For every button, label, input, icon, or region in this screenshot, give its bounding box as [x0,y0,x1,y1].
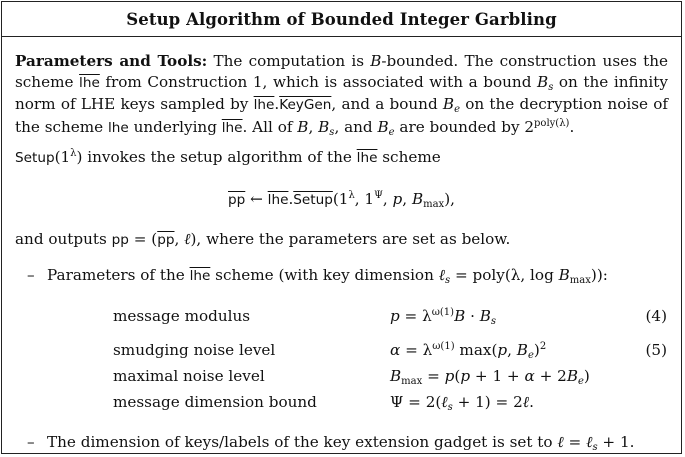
param-label: smudging noise level [113,341,276,359]
parameters-paragraph: Parameters and Tools: The computation is B-bounded. The construction uses the scheme $\overline{lhe}$ from Construction 1, which is associated with a bound $B_s$ on the infinity norm of LHE keys sampled by $\overline{lhe}.KeyGen$, and a bound $B_e$ on the decryption noise of the scheme lhe underlying $\overline{lhe}$. All of B, $B_s$, and $B_e$ are bounded by $2^{poly(\lambda)}$. [15,52,668,138]
param-formula: Ψ = 2(ℓ$_s$ + 1) = 2ℓ. [390,393,534,413]
algorithm-title: Setup Algorithm of Bounded Integer Garbling [126,10,557,29]
param-formula: $B_{max} = p(p + 1 + \alpha + 2B_e)$ [390,367,590,387]
setup-equation: $\overline{pp}$ ← $\overline{lhe}.Setup(1^\lambda$, $1^\Psi$, p, $B_{max}$), [228,190,455,210]
param-row-message-modulus [2,307,681,329]
param-row-message-dimension [2,393,681,415]
bullet-key-dimension: – The dimension of keys/labels of the key extension gadget is set to ℓ = ℓ$_s$ + 1. [27,433,635,453]
equation-number: (4) [645,307,667,325]
equation-number: (5) [645,341,667,359]
param-label: message dimension bound [113,393,317,411]
title-divider [2,36,681,37]
algorithm-box [1,1,682,454]
outputs-line: and outputs pp = ($\overline{pp}$, ℓ), where the parameters are set as below. [15,230,511,248]
param-label: maximal noise level [113,367,265,385]
param-row-maximal-noise [2,367,681,389]
param-formula: $p = \lambda^{\omega(1)}B \cdot B_s$ [390,307,497,327]
param-formula: $\alpha = \lambda^{\omega(1)}$ max(p, $B_e)^2$ [390,341,547,361]
bullet-lhe-parameters: – Parameters of the $\overline{lhe}$ scheme (with key dimension ℓ$_s$ = poly(λ, $\log B_{max}$)): [27,266,608,286]
parameters-heading: Parameters and Tools: [15,52,208,70]
setup-line: $Setup(1^\lambda)$ invokes the setup algorithm of the $\overline{lhe}$ scheme [15,148,441,166]
param-label: message modulus [113,307,251,325]
param-row-smudging-noise [2,341,681,363]
